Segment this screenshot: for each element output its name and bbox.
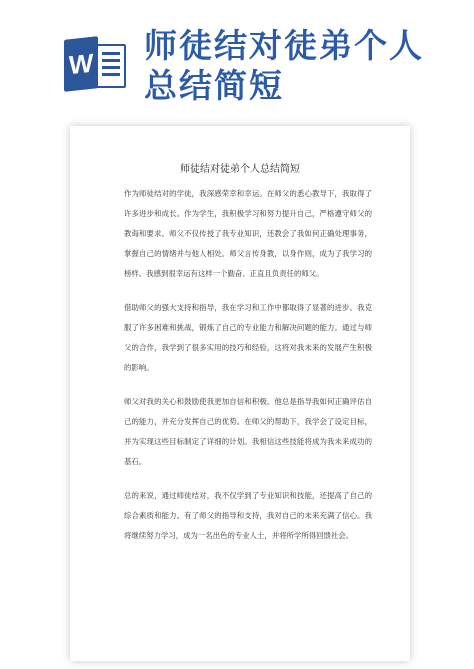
document-lines-icon — [102, 52, 120, 80]
header-title — [144, 26, 464, 106]
document-body — [124, 184, 372, 560]
document-page — [70, 126, 410, 661]
paragraph: 借助师父的强大支持和指导，我在学习和工作中都取得了显著的进步。我克服了许多困难和挑战，锻炼了自己的专业能力和解决问题的能力。通过与师父的合作，我学到了很多实用的技巧和经验，这将对我未来的发展产生积极的影响。 — [124, 303, 372, 372]
word-icon — [62, 36, 128, 92]
paragraph: 师父对我的关心和鼓励使我更加自信和积极。他总是指导我如何正确评估自己的能力，并充分发挥自己的优势。在师父的帮助下，我学会了设定目标，并为实现这些目标制定了详细的计划。我相信这些技能将成为我未来成功的基石。 — [124, 397, 372, 466]
document-title: 师徒结对徒弟个人总结简短 — [180, 164, 300, 175]
header-banner — [0, 0, 474, 118]
paragraph: 总的来说，通过师徒结对，我不仅学到了专业知识和技能，还提高了自己的综合素质和能力。有了师父的指导和支持，我对自己的未来充满了信心。我将继续努力学习，成为一名出色的专业人士，并将所学所得回馈社会。 — [124, 491, 372, 540]
paragraph: 作为师徒结对的学徒，我深感荣幸和幸运。在师父的悉心教导下，我取得了许多进步和成长。作为学生，我积极学习和努力提升自己，严格遵守师父的教诲和要求。师父不仅传授了我专业知识，还教会了我如何正确处理事务，掌握自己的情绪并与他人相处。师父言传身教，以身作则，成为了我学习的榜样。我感到很幸运有这样一个勤奋、正直且负责任的师父。 — [124, 189, 372, 278]
word-letter-badge: W — [64, 36, 98, 92]
header-title-line2: 总结简短 — [144, 66, 284, 105]
header-title-line1: 师徒结对徒弟个人 — [144, 26, 424, 65]
